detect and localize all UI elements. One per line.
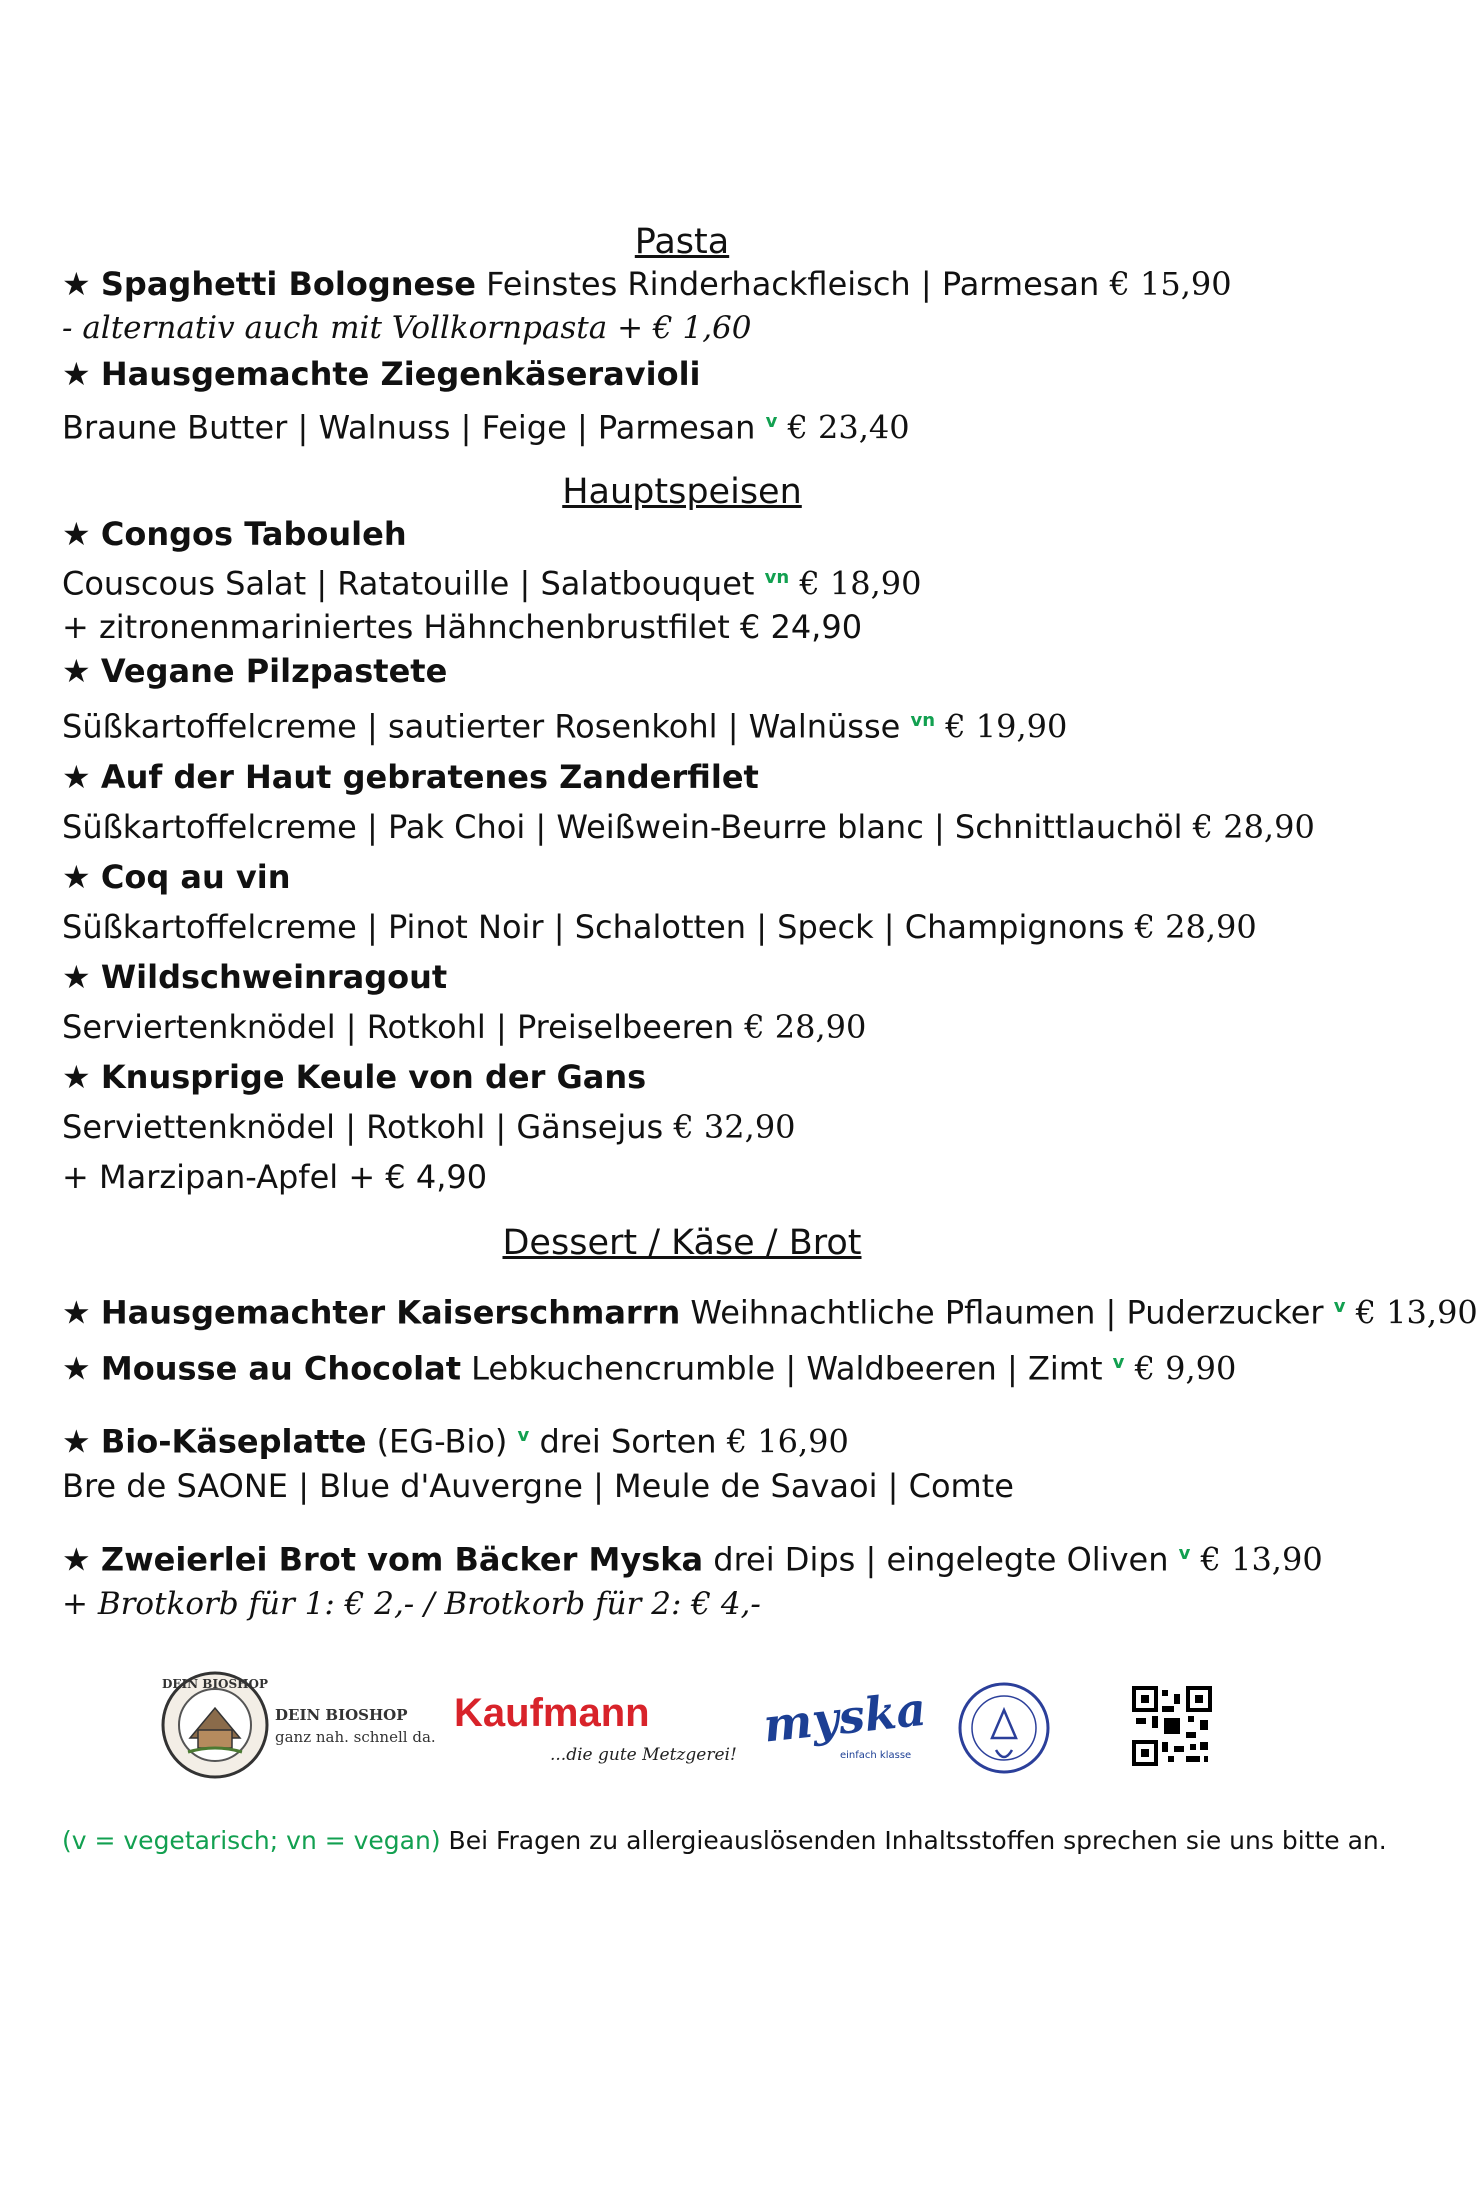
vegetarian-mark: v [1178,1542,1191,1564]
dish-wild-details [62,1005,1302,1049]
dish-description: Braune Butter | Walnuss | Feige | Parmesan [62,408,756,447]
myska-logo [758,1681,929,1780]
dish-description: drei Dips | eingelegte Oliven [713,1540,1169,1579]
dish-description: Weihnachtliche Pflaumen | Puderzucker [690,1293,1324,1332]
round-badge-icon [956,1680,1052,1776]
kaufmann-name: Kaufmann [454,1691,650,1735]
dish-description: Serviettenknödel | Rotkohl | Gänsejus [62,1107,664,1146]
dish-kaese [62,1414,1302,1464]
dish-name: Wildschweinragout [100,957,448,996]
dish-name: Hausgemachte Ziegenkäseravioli [100,355,701,393]
star-icon: ★ [62,1293,91,1332]
dish-coq-details [62,905,1302,949]
kaufmann-wordmark-icon [450,1690,737,1780]
partner-logos [150,1668,1230,1788]
dish-description: Couscous Salat | Ratatouille | Salatbouquet [62,564,755,603]
star-icon: ★ [62,957,91,996]
vegetarian-mark: v [1333,1295,1346,1317]
dish-description: Süßkartoffelcreme | sautierter Rosenkohl | Walnüsse [62,707,901,746]
dish-ravioli-details [62,400,1302,450]
dish-description: Serviertenknödel | Rotkohl | Preiselbeeren [62,1007,735,1046]
star-icon: ★ [62,1349,91,1388]
dish-description: Süßkartoffelcreme | Pak Choi | Weißwein-Beurre blanc | Schnittlauchöl [62,807,1183,846]
myska-tagline: einfach klasse [840,1750,912,1761]
vegan-mark: vn [910,710,936,732]
dish-gans-name [62,1055,1302,1099]
star-icon: ★ [62,1422,91,1461]
dish-name: Hausgemachter Kaiserschmarrn [100,1293,681,1332]
star-icon: ★ [62,1057,91,1096]
bioshop-logo [160,1668,460,1787]
dish-price: € 32,90 [673,1107,796,1146]
dish-zander-name [62,755,1302,799]
vegetarian-mark: v [517,1425,530,1447]
dish-name: Coq au vin [100,857,291,896]
dish-pilz-name [62,649,1302,693]
section-title-dessert: Dessert / Käse / Brot [502,1222,862,1263]
dish-qualifier: (EG-Bio) [376,1422,508,1461]
dish-description: Lebkuchencrumble | Waldbeeren | Zimt [471,1349,1103,1388]
dish-price: € 19,90 [945,707,1068,746]
dish-price: € 9,90 [1134,1349,1237,1388]
dish-price: € 28,90 [1192,807,1315,846]
dish-zander-details [62,805,1315,849]
allergy-note: Bei Fragen zu allergieauslösenden Inhaltsstoffen sprechen sie uns bitte an. [448,1826,1387,1855]
menu-content [62,222,1478,1626]
dish-name: Vegane Pilzpastete [100,652,448,691]
vegetarian-mark: v [765,411,778,432]
section-title-pasta: Pasta [634,222,730,262]
diet-legend: (v = vegetarisch; vn = vegan) [62,1826,441,1855]
dish-price: € 28,90 [744,1007,867,1046]
dish-tabouleh-details [62,556,1302,606]
vegan-mark: vn [764,566,790,588]
dish-name: Knusprige Keule von der Gans [100,1057,647,1096]
dish-tabouleh-extra: + zitronenmariniertes Hähnchenbrustfilet € 24,90 [62,608,863,647]
dish-coq-name [62,855,1302,899]
footer-note [62,1826,1387,1855]
kaufmann-tagline: ...die gute Metzgerei! [550,1745,737,1765]
dish-name: Zweierlei Brot vom Bäcker Myska [100,1540,704,1579]
dish-kaese-list: Bre de SAONE | Blue d'Auvergne | Meule de Savaoi | Comte [62,1466,1014,1505]
dish-description: Feinstes Rinderhackfleisch | Parmesan [486,265,1100,303]
dish-name: Spaghetti Bolognese [100,265,476,303]
dish-name: Congos Tabouleh [100,514,407,553]
dish-kaiser [62,1285,1478,1335]
dish-gans-details [62,1105,1302,1149]
kaufmann-logo [450,1690,737,1784]
vegetarian-mark: v [1112,1351,1125,1373]
bioshop-emblem-icon [160,1668,460,1783]
dish-spaghetti [62,262,1302,306]
dish-name: Mousse au Chocolat [100,1349,461,1388]
dish-ravioli-name [62,352,1302,396]
dish-mousse [62,1341,1302,1391]
dish-price: € 13,90 [1355,1293,1478,1332]
dish-price: € 18,90 [799,564,922,603]
star-icon: ★ [62,514,91,553]
dish-name: Auf der Haut gebratenes Zanderfilet [100,757,759,796]
dish-brot-extra: + Brotkorb für 1: € 2,- / Brotkorb für 2: € 4,- [62,1585,761,1622]
dish-price: € 16,90 [726,1422,849,1461]
qr-code [1132,1686,1212,1770]
dish-description: drei Sorten [539,1422,717,1461]
dish-pilz-details [62,699,1302,749]
dish-wild-name [62,955,1302,999]
dish-name: Bio-Käseplatte [100,1422,367,1461]
myska-wordmark-icon [758,1681,929,1776]
round-badge-logo [956,1680,1052,1780]
dish-description: Süßkartoffelcreme | Pinot Noir | Schalotten | Speck | Champignons [62,907,1125,946]
dish-price: € 15,90 [1109,265,1232,303]
dish-tabouleh-name [62,512,1302,556]
star-icon: ★ [62,265,91,303]
dish-alternative: - alternativ auch mit Vollkornpasta + € 1,60 [62,310,752,346]
section-title-main: Hauptspeisen [562,471,802,512]
dish-price: € 28,90 [1134,907,1257,946]
star-icon: ★ [62,355,91,393]
star-icon: ★ [62,652,91,691]
star-icon: ★ [62,857,91,896]
qr-code-icon [1132,1686,1212,1766]
star-icon: ★ [62,757,91,796]
dish-brot [62,1532,1323,1582]
myska-name: myska [760,1681,929,1753]
star-icon: ★ [62,1540,91,1579]
bioshop-ring-text: DEIN BIOSHOP [161,1677,269,1691]
dish-gans-extra: + Marzipan-Apfel + € 4,90 [62,1157,488,1196]
bioshop-tagline: ganz nah. schnell da. [275,1728,436,1746]
bioshop-title: DEIN BIOSHOP [275,1706,408,1724]
dish-price: € 13,90 [1200,1540,1323,1579]
dish-price: € 23,40 [787,408,910,447]
